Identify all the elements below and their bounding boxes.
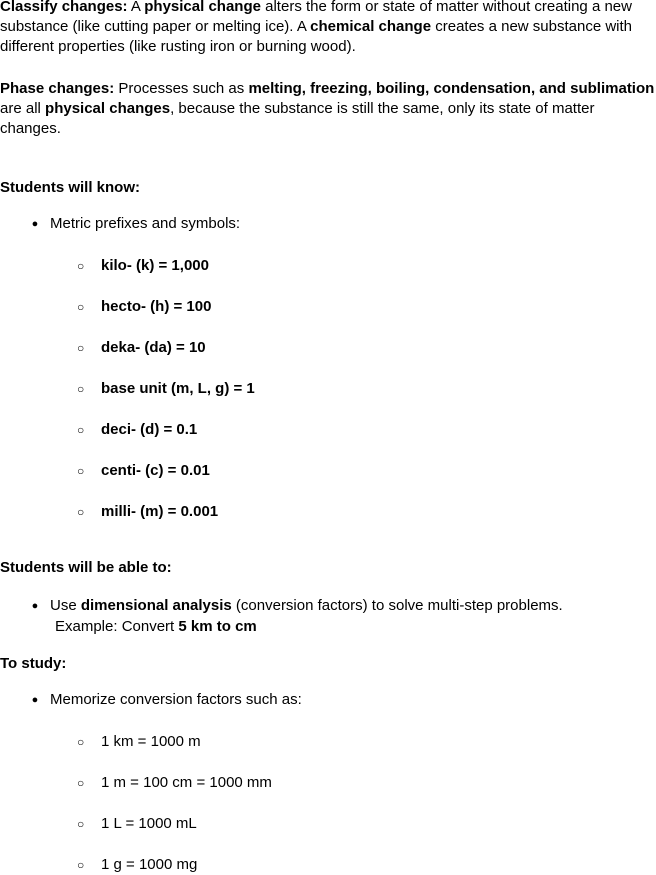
circle-bullet-icon: ○ [77,505,85,519]
bullet-icon: ● [31,694,39,706]
list-item-text: deka- (da) = 10 [101,339,206,356]
para2-text-2: are all [0,100,46,117]
list-item-text: centi- (c) = 0.01 [101,462,210,479]
dimensional-analysis-text [50,596,563,616]
classify-changes-label: Classify changes: [0,0,128,15]
able-text-1: Use [50,597,81,614]
list-item-text: 1 m = 100 cm = 1000 mm [101,774,272,791]
circle-bullet-icon: ○ [77,735,85,749]
phase-processes-term: melting, freezing, boiling, condensation, and sublimation [248,80,655,97]
list-item-text: base unit (m, L, g) = 1 [101,380,255,397]
circle-bullet-icon: ○ [77,300,85,314]
classify-changes-paragraph [0,0,656,57]
students-will-know-heading: Students will know: [0,179,141,196]
para1-text-3: creates a new substance with different properties (like rusting iron or burning wood). [0,18,633,55]
para1-text-1: A [127,0,145,15]
example-value: 5 km to cm [178,618,257,635]
physical-changes-term: physical changes [45,100,171,117]
list-item-text: hecto- (h) = 100 [101,298,212,315]
list-item-text: 1 g = 1000 mg [101,856,198,873]
phase-changes-label: Phase changes: [0,80,115,97]
example-line [55,617,615,637]
students-will-be-able-heading: Students will be able to: [0,559,172,576]
able-text-2: (conversion factors) to solve multi-step problems. [231,597,563,614]
circle-bullet-icon: ○ [77,817,85,831]
example-label: Example: Convert [55,618,179,635]
list-item-text: 1 L = 1000 mL [101,815,197,832]
list-item-text: 1 km = 1000 m [101,733,201,750]
list-item-text: kilo- (k) = 1,000 [101,257,209,274]
list-item-text: deci- (d) = 0.1 [101,421,198,438]
metric-prefixes-label: Metric prefixes and symbols: [50,215,241,232]
circle-bullet-icon: ○ [77,423,85,437]
physical-change-term: physical change [144,0,261,15]
to-study-heading: To study: [0,655,67,672]
para2-text-1: Processes such as [114,80,249,97]
bullet-icon: ● [31,218,39,230]
para2-text-3: , because the substance is still the same, only its state of matter changes. [0,100,595,137]
dimensional-analysis-term: dimensional analysis [80,597,232,614]
phase-changes-paragraph [0,79,656,139]
circle-bullet-icon: ○ [77,858,85,872]
bullet-icon: ● [31,600,39,612]
circle-bullet-icon: ○ [77,382,85,396]
circle-bullet-icon: ○ [77,259,85,273]
circle-bullet-icon: ○ [77,776,85,790]
memorize-label: Memorize conversion factors such as: [50,691,302,708]
circle-bullet-icon: ○ [77,464,85,478]
circle-bullet-icon: ○ [77,341,85,355]
list-item-text: milli- (m) = 0.001 [101,503,219,520]
chemical-change-term: chemical change [310,18,432,35]
para1-text-2: alters the form or state of matter without creating a new substance (like cutting paper or melting ice). A [0,0,632,35]
